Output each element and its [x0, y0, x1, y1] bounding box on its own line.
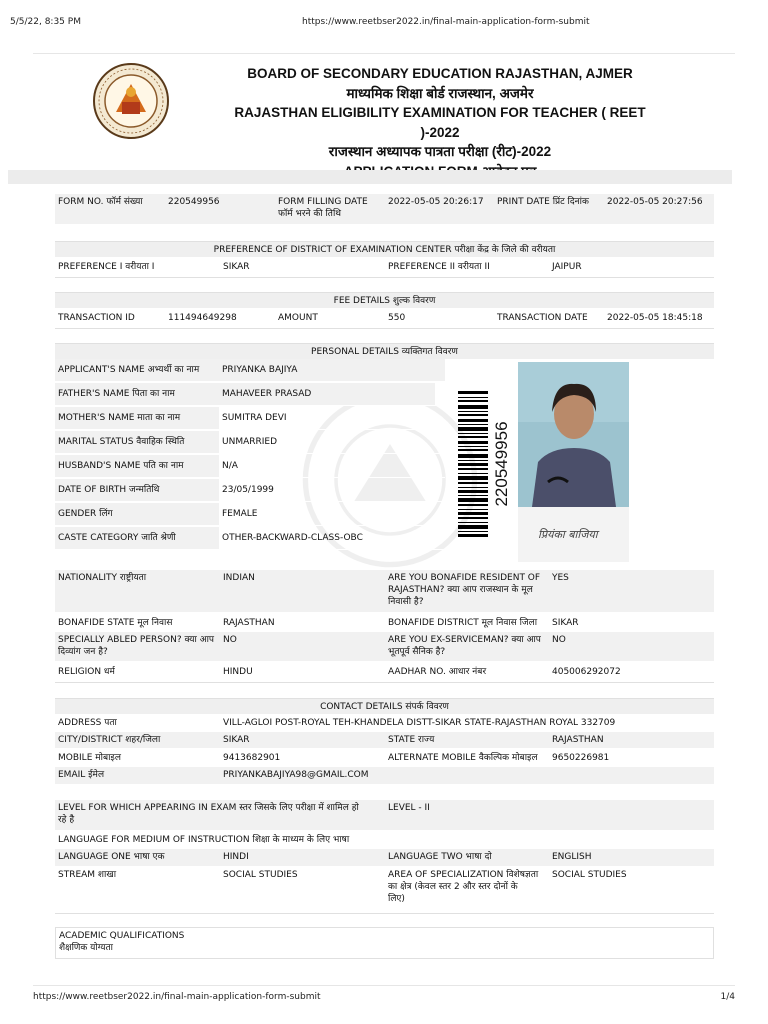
bonafide-res-value: YES — [552, 573, 569, 583]
specialization-label-line3: लिए) — [388, 894, 405, 904]
bonafide-state-label: BONAFIDE STATE मूल निवास — [58, 618, 173, 628]
mother-name-value: SUMITRA DEVI — [222, 413, 287, 423]
mobile-label: MOBILE मोबाइल — [58, 753, 121, 763]
bonafide-district-value: SIKAR — [552, 618, 579, 628]
bonafide-district-label: BONAFIDE DISTRICT मूल निवास जिला — [388, 618, 538, 628]
applicant-name-label: APPLICANT'S NAME अभ्यर्थी का नाम — [55, 359, 219, 381]
alt-mobile-value: 9650226981 — [552, 753, 610, 763]
bonafide-res-label-line1: ARE YOU BONAFIDE RESIDENT OF — [388, 573, 541, 583]
board-title-en: BOARD OF SECONDARY EDUCATION RAJASTHAN, AJMER — [247, 66, 633, 81]
personal-row — [55, 431, 445, 454]
applicant-photo — [518, 362, 629, 507]
contact-title: CONTACT DETAILS संपर्क विवरण — [55, 698, 714, 714]
exam-title-hi: राजस्थान अध्यापक पात्रता परीक्षा (रीट)-2022 — [328, 144, 552, 159]
form-no-value: 220549956 — [168, 197, 220, 207]
print-date-value: 2022-05-05 20:27:56 — [607, 197, 703, 207]
print-date-label: PRINT DATE प्रिंट दिनांक — [497, 197, 589, 207]
mobile-row — [55, 750, 714, 766]
medium-row — [55, 832, 714, 848]
ex-serviceman-label-line1: ARE YOU EX-SERVICEMAN? क्या आप — [388, 635, 541, 645]
divider — [33, 985, 735, 986]
divider — [55, 328, 714, 329]
email-row — [55, 767, 714, 784]
religion-value: HINDU — [223, 667, 253, 677]
address-label: ADDRESS पता — [58, 718, 117, 728]
marital-status-value: UNMARRIED — [222, 437, 278, 447]
personal-row — [55, 383, 445, 406]
aadhar-label: AADHAR NO. आधार नंबर — [388, 667, 487, 677]
form-info-row — [55, 194, 714, 224]
footer-url: https://www.reetbser2022.in/final-main-application-form-submit — [33, 992, 321, 1002]
exam-title-en: RAJASTHAN ELIGIBILITY EXAMINATION FOR TEACHER ( REET )-2022 — [234, 105, 646, 140]
stream-label: STREAM शाखा — [58, 870, 117, 880]
pref2-value: JAIPUR — [552, 262, 582, 272]
specially-abled-value: NO — [223, 635, 237, 645]
gender-value: FEMALE — [222, 509, 258, 519]
dob-value: 23/05/1999 — [222, 485, 274, 495]
academic-row — [55, 927, 714, 959]
lang2-value: ENGLISH — [552, 852, 592, 862]
signature-text: प्रियंका बाजिया — [538, 528, 598, 541]
city-label: CITY/DISTRICT शहर/जिला — [58, 735, 161, 745]
lang2-label: LANGUAGE TWO भाषा दो — [388, 852, 492, 862]
personal-row — [55, 527, 445, 550]
email-label: EMAIL ईमेल — [58, 770, 105, 780]
print-datetime: 5/5/22, 8:35 PM — [10, 17, 81, 27]
barcode-number-text: 220549956 — [492, 421, 511, 507]
pref1-label: PREFERENCE I वरीयता I — [58, 262, 155, 272]
applicant-name-value: PRIYANKA BAJIYA — [219, 359, 445, 381]
academic-label-line2: शैक्षणिक योग्यता — [59, 943, 113, 953]
stream-row — [55, 867, 714, 912]
fee-title: FEE DETAILS शुल्क विवरण — [55, 292, 714, 308]
personal-row — [55, 455, 445, 478]
city-row — [55, 732, 714, 748]
bonafide-res-label-line3: निवासी है? — [388, 597, 424, 607]
district-pref-title: PREFERENCE OF DISTRICT OF EXAMINATION CENTER परीक्षा केंद्र के जिले की वरीयता — [55, 241, 714, 257]
personal-row — [55, 503, 445, 526]
academic-label-line1: ACADEMIC QUALIFICATIONS — [59, 931, 185, 941]
specially-abled-label-line2: दिव्यांग जन है? — [58, 647, 108, 657]
caste-label: CASTE CATEGORY जाति श्रेणी — [55, 527, 219, 549]
marital-status-label: MARITAL STATUS वैवाहिक स्थिति — [55, 431, 219, 453]
divider — [55, 913, 714, 914]
husband-name-value: N/A — [222, 461, 238, 471]
language-row — [55, 849, 714, 866]
nationality-value: INDIAN — [223, 573, 255, 583]
bonafide-res-label — [385, 570, 549, 612]
specially-abled-label-line1: SPECIALLY ABLED PERSON? क्या आप — [58, 635, 215, 645]
filling-date-label — [275, 194, 385, 224]
father-name-value: MAHAVEER PRASAD — [219, 383, 435, 405]
caste-value: OTHER-BACKWARD-CLASS-OBC — [222, 533, 363, 543]
bonafide-res-label-line2: RAJASTHAN? क्या आप राजस्थान के मूल — [388, 585, 533, 595]
specially-abled-label — [55, 632, 220, 661]
print-url: https://www.reetbser2022.in/final-main-application-form-submit — [302, 17, 590, 27]
email-value: PRIYANKABAJIYA98@GMAIL.COM — [223, 770, 369, 780]
lang1-value: HINDI — [223, 852, 249, 862]
level-label — [55, 800, 385, 830]
city-value: SIKAR — [223, 735, 250, 745]
specialization-label-line2: का क्षेत्र (केवल स्तर 2 और स्तर दोनों के — [388, 882, 518, 892]
address-row — [55, 715, 714, 731]
specialization-label — [385, 867, 549, 912]
specialization-value: SOCIAL STUDIES — [552, 870, 627, 880]
pref1-value: SIKAR — [223, 262, 250, 272]
medium-label: LANGUAGE FOR MEDIUM OF INSTRUCTION शिक्षा के माध्यम के लिए भाषा — [58, 835, 350, 845]
level-row — [55, 800, 714, 830]
personal-row — [55, 407, 445, 430]
barcode-icon — [458, 391, 488, 539]
personal-title: PERSONAL DETAILS व्यक्तिगत विवरण — [55, 343, 714, 359]
alt-mobile-label: ALTERNATE MOBILE वैकल्पिक मोबाइल — [388, 753, 538, 763]
mother-name-label: MOTHER'S NAME माता का नाम — [55, 407, 219, 429]
religion-label: RELIGION धर्म — [58, 667, 115, 677]
txn-date-value: 2022-05-05 18:45:18 — [607, 313, 703, 323]
specially-abled-row — [55, 632, 714, 661]
personal-row — [55, 479, 445, 502]
ex-serviceman-label — [385, 632, 549, 661]
filling-date-label-line1: FORM FILLING DATE — [278, 197, 368, 207]
district-pref-row — [55, 259, 714, 276]
divider — [55, 682, 714, 683]
husband-name-label: HUSBAND'S NAME पति का नाम — [55, 455, 219, 477]
board-header — [230, 64, 650, 181]
pref2-label: PREFERENCE II वरीयता II — [388, 262, 490, 272]
filling-date-label-line2: फॉर्म भरने की तिथि — [278, 209, 342, 219]
bser-logo-icon — [92, 62, 170, 140]
address-value: VILL-AGLOI POST-ROYAL TEH-KHANDELA DISTT-SIKAR STATE-RAJASTHAN ROYAL 332709 — [223, 718, 616, 728]
personal-row — [55, 359, 445, 382]
state-label: STATE राज्य — [388, 735, 435, 745]
page-indicator: 1/4 — [720, 992, 735, 1002]
religion-row — [55, 664, 714, 681]
ex-serviceman-value: NO — [552, 635, 566, 645]
mobile-value: 9413682901 — [223, 753, 281, 763]
stream-value: SOCIAL STUDIES — [223, 870, 298, 880]
ex-serviceman-label-line2: भूतपूर्व सैनिक है? — [388, 647, 446, 657]
form-no-label: FORM NO. फॉर्म संख्या — [58, 197, 143, 207]
father-name-label: FATHER'S NAME पिता का नाम — [55, 383, 219, 405]
nationality-label: NATIONALITY राष्ट्रीयता — [58, 573, 147, 583]
bonafide-state-value: RAJASTHAN — [223, 618, 275, 628]
fee-row — [55, 310, 714, 327]
level-value: LEVEL - II — [388, 803, 430, 813]
bonafide-state-row — [55, 615, 714, 631]
lang1-label: LANGUAGE ONE भाषा एक — [58, 852, 165, 862]
applicant-signature — [518, 507, 629, 562]
dob-label: DATE OF BIRTH जन्मतिथि — [55, 479, 219, 501]
barcode-number — [489, 390, 515, 538]
amount-value: 550 — [388, 313, 406, 323]
specialization-label-line1: AREA OF SPECIALIZATION विशेषज्ञता — [388, 870, 539, 880]
header-band — [8, 170, 732, 184]
state-value: RAJASTHAN — [552, 735, 604, 745]
board-title-hi: माध्यमिक शिक्षा बोर्ड राजस्थान, अजमेर — [346, 85, 534, 101]
txn-date-label: TRANSACTION DATE — [497, 313, 588, 323]
txn-id-label: TRANSACTION ID — [58, 313, 135, 323]
filling-date-value: 2022-05-05 20:26:17 — [388, 197, 484, 207]
divider — [33, 53, 735, 54]
academic-label — [56, 928, 713, 958]
txn-id-value: 111494649298 — [168, 313, 237, 323]
amount-label: AMOUNT — [278, 313, 318, 323]
level-label-line2: रहे है — [58, 815, 75, 825]
level-label-line1: LEVEL FOR WHICH APPEARING IN EXAM स्तर जिसके लिए परीक्षा में शामिल हो — [58, 803, 359, 813]
divider — [55, 277, 714, 278]
aadhar-value: 405006292072 — [552, 667, 621, 677]
gender-label: GENDER लिंग — [55, 503, 219, 525]
nationality-row — [55, 570, 714, 612]
